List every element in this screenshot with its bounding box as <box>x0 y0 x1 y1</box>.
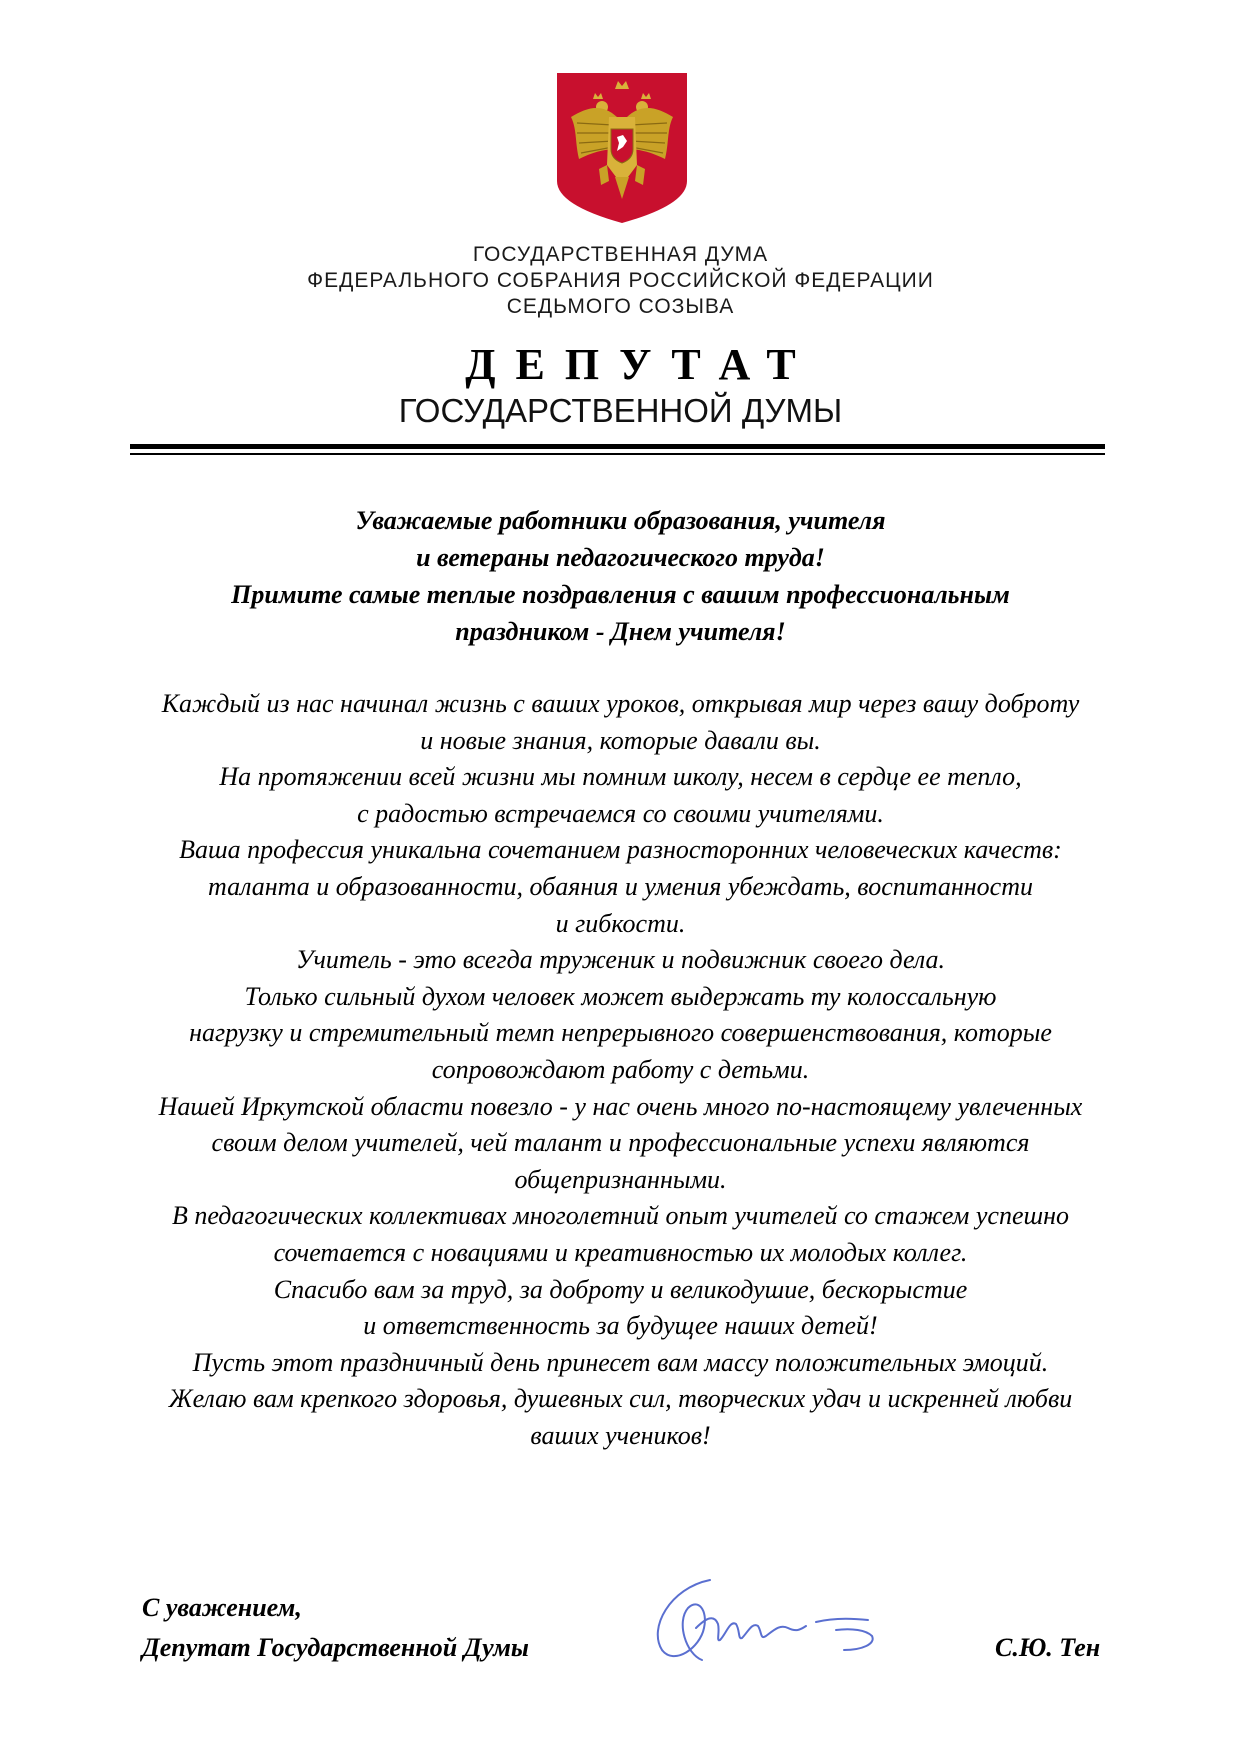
org-name-line-1: ГОСУДАРСТВЕННАЯ ДУМА <box>472 243 769 266</box>
body-line: и новые знания, которые давали вы. <box>420 725 821 755</box>
closing-position: Депутат Государственной Думы <box>142 1633 529 1662</box>
greeting-line: Примите самые теплые поздравления с вашим профессиональным <box>231 580 1010 609</box>
handwritten-signature <box>640 1568 900 1678</box>
body-line: с радостью встречаемся со своими учителями. <box>357 798 884 828</box>
body-line: ваших учеников! <box>530 1420 711 1450</box>
org-name-line-2: ФЕДЕРАЛЬНОГО СОБРАНИЯ РОССИЙСКОЙ ФЕДЕРАЦИИ <box>307 269 934 292</box>
letterhead-divider-thick <box>130 444 1105 449</box>
greeting-line: и ветераны педагогического труда! <box>416 543 825 572</box>
greeting-line: праздником - Днем учителя! <box>455 617 786 646</box>
letter-body <box>90 686 1151 1454</box>
body-line: Спасибо вам за труд, за доброту и великодушие, бескорыстие <box>273 1274 968 1304</box>
greeting-block <box>90 502 1151 650</box>
body-line: и гибкости. <box>555 908 686 938</box>
body-line: нагрузку и стремительный темп непрерывного совершенствования, которые <box>189 1018 1052 1048</box>
body-line: таланта и образованности, обаяния и умения убеждать, воспитанности <box>208 871 1033 901</box>
body-line: и ответственность за будущее наших детей! <box>363 1311 878 1341</box>
letterhead-title: ДЕПУТАТ <box>465 340 816 389</box>
letterhead-divider-thin <box>130 453 1105 455</box>
body-line: В педагогических коллективах многолетний опыт учителей со стажем успешно <box>171 1201 1070 1231</box>
russian-coat-of-arms-icon <box>557 73 687 223</box>
org-name-line-3: СЕДЬМОГО СОЗЫВА <box>506 295 735 318</box>
body-line: Нашей Иркутской области повезло - у нас очень много по-настоящему увлеченных <box>158 1091 1083 1121</box>
body-line: общепризнанными. <box>514 1164 727 1194</box>
body-line: Желаю вам крепкого здоровья, душевных сил, творческих удач и искренней любви <box>168 1384 1073 1414</box>
coat-of-arms-emblem <box>557 73 687 223</box>
body-line: Учитель - это всегда труженик и подвижник своего дела. <box>295 945 946 975</box>
body-line: сочетается с новациями и креативностью их молодых коллег. <box>273 1237 968 1267</box>
signer-name: С.Ю. Тен <box>995 1633 1101 1662</box>
body-line: Каждый из нас начинал жизнь с ваших уроков, открывая мир через вашу доброту <box>161 689 1080 718</box>
body-line: Пусть этот праздничный день принесет вам массу положительных эмоций. <box>192 1347 1049 1377</box>
body-line: сопровождают работу с детьми. <box>431 1054 810 1084</box>
closing-salutation: С уважением, <box>142 1593 302 1622</box>
body-line: Только сильный духом человек может выдержать ту колоссальную <box>244 981 997 1011</box>
body-line: своим делом учителей, чей талант и профессиональные успехи являются <box>211 1128 1030 1158</box>
body-line: Ваша профессия уникальна сочетанием разносторонних человеческих качеств: <box>179 835 1062 865</box>
greeting-line: Уважаемые работники образования, учителя <box>355 506 886 535</box>
body-line: На протяжении всей жизни мы помним школу, несем в сердце ее тепло, <box>219 762 1022 792</box>
closing-block <box>142 1588 529 1668</box>
letterhead-subtitle: ГОСУДАРСТВЕННОЙ ДУМЫ <box>398 392 843 429</box>
